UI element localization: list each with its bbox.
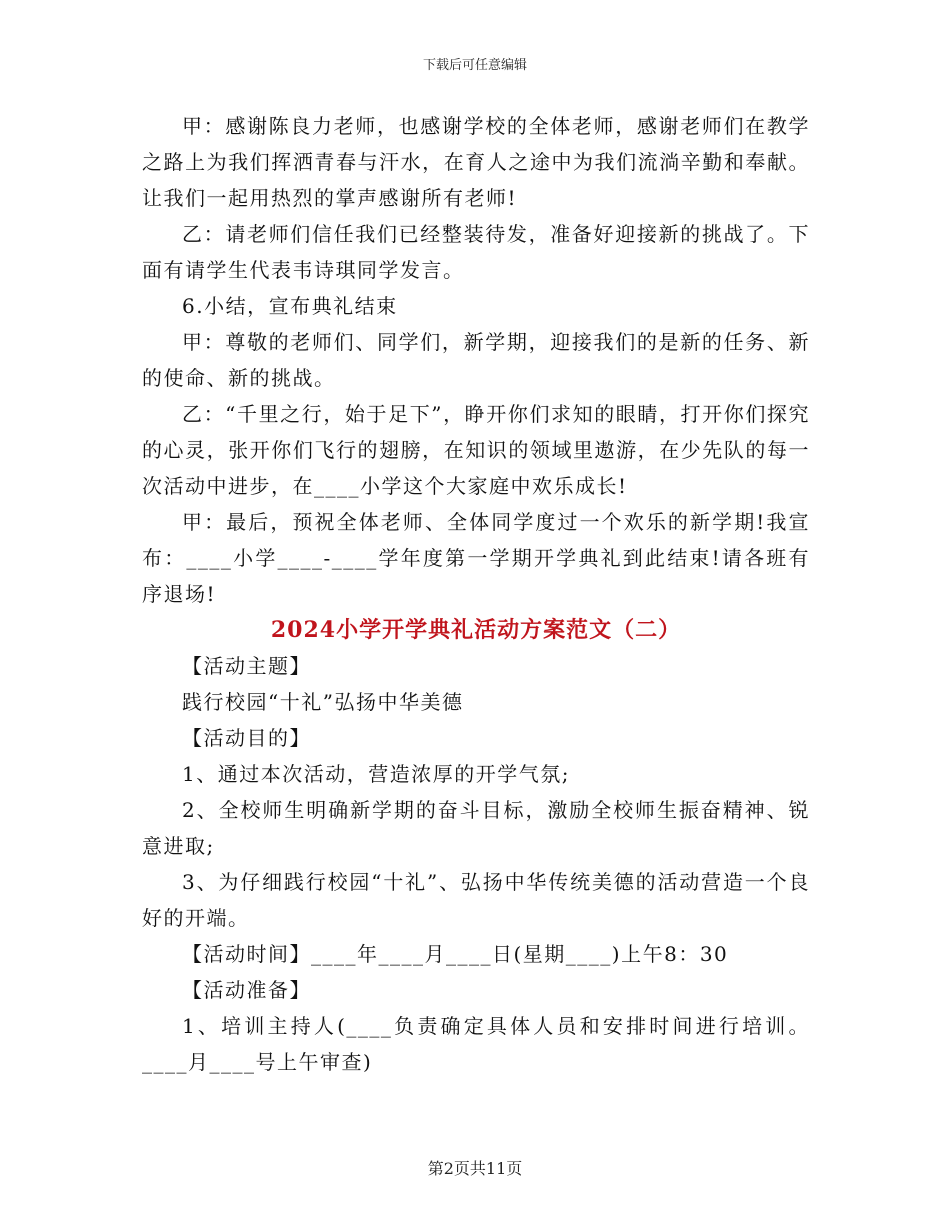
paragraph: 1、通过本次活动，营造浓厚的开学气氛; xyxy=(182,762,570,786)
paragraph: 6.小结，宣布典礼结束 xyxy=(182,294,398,318)
paragraph: 3、为仔细践行校园“十礼”、弘扬中华传统美德的活动营造一个良好的开端。 xyxy=(142,870,810,930)
paragraph: 甲：尊敬的老师们、同学们，新学期，迎接我们的是新的任务、新的使命、新的挑战。 xyxy=(142,330,810,390)
page-footer: 第2页共11页 xyxy=(427,1159,523,1178)
paragraph: 【活动准备】 xyxy=(182,978,311,1002)
document-body xyxy=(142,108,810,1080)
paragraph: 甲：最后，预祝全体老师、全体同学度过一个欢乐的新学期!我宣布：____小学____-____学年度第一学期开学典礼到此结束!请各班有序退场! xyxy=(142,510,810,606)
paragraph: 乙：请老师们信任我们已经整装待发，准备好迎接新的挑战了。下面有请学生代表韦诗琪同学发言。 xyxy=(142,222,810,282)
paragraph: 乙：“千里之行，始于足下”，睁开你们求知的眼睛，打开你们探究的心灵，张开你们飞行的翅膀，在知识的领域里遨游，在少先队的每一次活动中进步，在____小学这个大家庭中欢乐成长! xyxy=(142,402,810,498)
paragraph: 甲：感谢陈良力老师，也感谢学校的全体老师，感谢老师们在教学之路上为我们挥洒青春与汗水，在育人之途中为我们流淌辛勤和奉献。让我们一起用热烈的掌声感谢所有老师! xyxy=(142,114,810,210)
paragraph: 【活动主题】 xyxy=(182,654,311,678)
paragraph: 2、全校师生明确新学期的奋斗目标，激励全校师生振奋精神、锐意进取; xyxy=(142,798,810,858)
paragraph: 【活动时间】____年____月____日(星期____)上午8：30 xyxy=(182,942,729,966)
paragraph: 践行校园“十礼”弘扬中华美德 xyxy=(182,690,464,714)
page-header: 下载后可任意编辑 xyxy=(422,58,527,73)
paragraph: 1、培训主持人(____负责确定具体人员和安排时间进行培训。____月____号上午审查) xyxy=(142,1014,810,1074)
paragraph: 【活动目的】 xyxy=(182,726,311,750)
section-title: 2024小学开学典礼活动方案范文（二） xyxy=(270,617,682,643)
